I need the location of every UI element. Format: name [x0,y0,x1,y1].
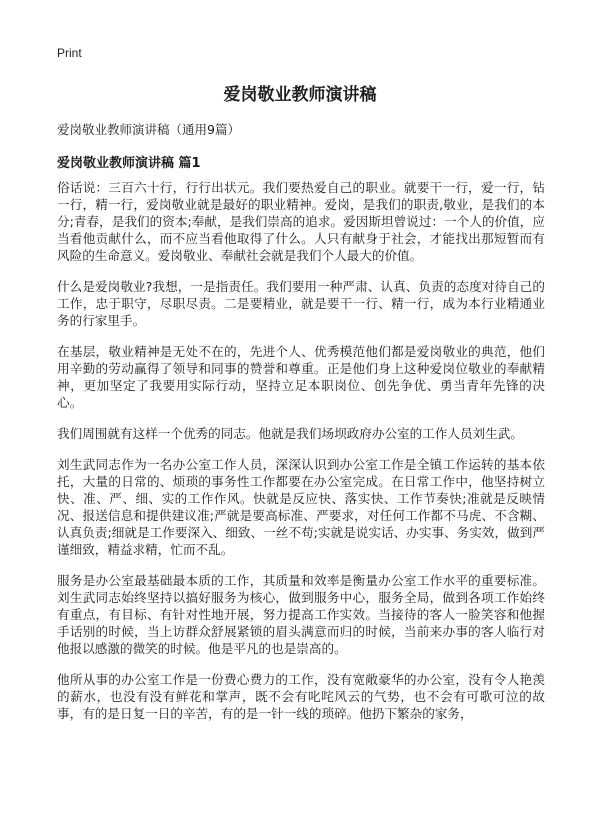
document-title: 爱岗敬业教师演讲稿 [223,85,377,105]
document-subtitle: 爱岗敬业教师演讲稿（通用9篇） [57,122,240,137]
paragraph: 服务是办公室最基础最本质的工作，其质量和效率是衡量办公室工作水平的重要标准。刘生武同志始终坚持以搞好服务为核心，做到服务中心，服务全局，做到各项工作始终有重点，有目标、有针对性地开展，努力提高工作实效。当接待的客人一脸笑容和他握手话别的时候，当上访群众舒展紧锁的眉头满意而归的时候，当前来办事的客人临行对他报以感激的微笑的时候。他是平凡的也是崇高的。 [57,573,545,656]
paragraph: 俗话说：三百六十行，行行出状元。我们要热爱自己的职业。就要干一行，爱一行，钻一行，精一行，爱岗敬业就是最好的职业精神。爱岗，是我们的职责,敬业，是我们的本分;青春，是我们的资本;奉献，是我们崇高的追求。爱因斯坦曾说过：一个人的价值，应当看他贡献什么，而不应当看他取得了什么。人只有献身于社会，才能找出那短暂而有风险的生命意义。爱岗敬业、奉献社会就是我们个人最大的价值。 [57,180,545,263]
paragraph: 我们周围就有这样一个优秀的同志。他就是我们场坝政府办公室的工作人员刘生武。 [57,426,523,441]
paragraph: 在基层，敬业精神是无处不在的，先进个人、优秀模范他们都是爱岗敬业的典范，他们用辛勤的劳动赢得了领导和同事的赞誉和尊重。正是他们身上这种爱岗位敬业的奉献精神，更加坚定了我要用实际行动，坚持立足本职岗位、创先争优、勇当青年先锋的决心。 [57,344,545,410]
paragraph: 刘生武同志作为一名办公室工作人员，深深认识到办公室工作是全镇工作运转的基本依托，大量的日常的、烦琐的事务性工作都要在办公室完成。在日常工作中，他坚持树立快、准、严、细、实的工作作风。快就是反应快、落实快、工作节奏快;准就是反映情况、报送信息和提供建议准;严就是要高标准、严要求，对任何工作都不马虎、不含糊、认真负责;细就是工作要深入、细致、一丝不苟;实就是说实话、办实事、务实效，做到严谨细致，精益求精，忙而不乱。 [57,457,545,557]
paragraph: 什么是爱岗敬业?我想，一是指责任。我们要用一种严肃、认真、负责的态度对待自己的工作，忠于职守，尽职尽责。二是要精业，就是要干一行、精一行，成为本行业精通业务的行家里手。 [57,279,545,328]
paragraph: 他所从事的办公室工作是一份费心费力的工作，没有宽敞豪华的办公室，没有令人艳羡的薪水，也没有没有鲜花和掌声，既不会有叱咤风云的气势，也不会有可歌可泣的故事，有的是日复一日的辛苦，有的是一针一线的琐碎。他扔下繁杂的家务， [57,672,545,721]
print-link[interactable]: Print [57,46,82,60]
section-heading: 爱岗敬业教师演讲稿 篇1 [57,156,201,171]
document-body [57,179,545,736]
